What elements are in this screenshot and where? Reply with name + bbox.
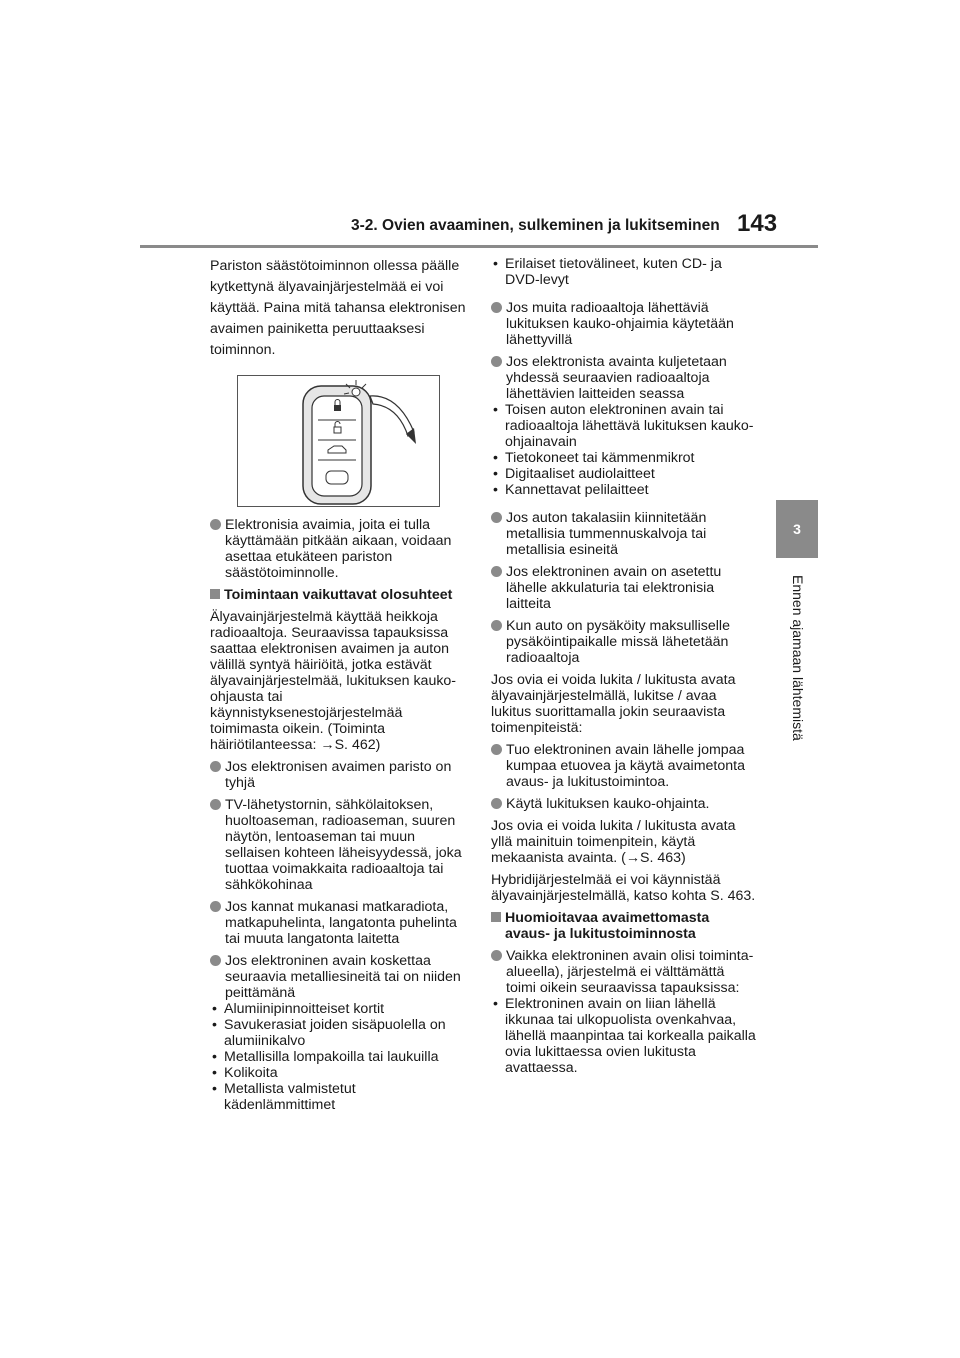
- bullet-icon: [491, 566, 502, 577]
- sub-item: • Kolikoita: [212, 1065, 278, 1081]
- paragraph: Jos ovia ei voida lukita / lukitusta avata yllä mainituin toimenpitein, käytä mekaanista avainta. (→S. 463): [491, 818, 736, 866]
- subheading: Toimintaan vaikuttavat olosuhteet: [210, 587, 468, 603]
- bullet-item: Elektronisia avaimia, joita ei tulla käyttämään pitkään aikaan, voidaan asettaa etukäteen pariston säästötoiminnolle.: [210, 517, 468, 581]
- bullet-item: Jos elektronista avainta kuljetetaan yhdessä seuraavien radioaaltoja lähettävien laitteiden seassa: [491, 354, 757, 402]
- bullet-item: Kun auto on pysäköity maksulliselle pysäköintipaikalle missä lähetetään radioaaltoja: [491, 618, 757, 666]
- bullet-icon: [491, 512, 502, 523]
- bullet-icon: [491, 356, 502, 367]
- sub-item: • Erilaiset tietovälineet, kuten CD- ja DVD-levyt: [493, 256, 722, 288]
- chapter-label: Ennen ajamaan lähtemistä: [790, 575, 806, 741]
- sub-item: • Metallisilla lompakoilla tai laukuilla: [212, 1049, 439, 1065]
- sub-item: • Digitaaliset audiolaitteet: [493, 466, 655, 482]
- bullet-item: Jos elektroninen avain koskettaa seuraavia metalliesineitä tai on niiden peittämänä: [210, 953, 468, 1001]
- bullet-icon: [210, 955, 221, 966]
- bullet-item: Jos auton takalasiin kiinnitetään metallisia tummennuskalvoja tai metallisia esineitä: [491, 510, 757, 558]
- bullet-item: Jos kannat mukanasi matkaradiota, matkapuhelinta, langatonta puhelinta tai muuta langatonta laitetta: [210, 899, 468, 947]
- intro-paragraph: Pariston säästötoiminnon ollessa päälle kytkettynä älyavainjärjestelmää ei voi käyttää. Paina mitä tahansa elektronisen avaimen painiketta peruuttaaksesi toiminnon.: [210, 258, 466, 358]
- bullet-item: Käytä lukituksen kauko-ohjainta.: [491, 796, 757, 812]
- bullet-icon: [491, 798, 502, 809]
- bullet-icon: [491, 620, 502, 631]
- bullet-icon: [210, 901, 221, 912]
- left-column: [210, 256, 468, 1119]
- bullet-item: Vaikka elektroninen avain olisi toiminta-alueella), järjestelmä ei välttämättä toimi oikein seuraavissa tapauksissa:: [491, 948, 757, 996]
- chapter-tab: 3: [776, 500, 818, 558]
- bullet-item: TV-lähetystornin, sähkölaitoksen, huoltoaseman, radioaseman, suuren näytön, lentoaseman tai muun sellaisen kohteen läheisyydessä, joka tuottaa voimakkaita radioaaltoja tai sähkökohinaa: [210, 797, 468, 893]
- bullet-item: Jos elektronisen avaimen paristo on tyhjä: [210, 759, 468, 791]
- subheading: Huomioitavaa avaimettomasta avaus- ja lukitustoiminnosta: [491, 910, 757, 942]
- header-rule: [140, 245, 818, 248]
- paragraph: Jos ovia ei voida lukita / lukitusta avata älyavainjärjestelmällä, lukitse / avaa lukitus suorittamalla jokin seuraavista toimenpiteistä:: [491, 672, 736, 736]
- sub-item: • Elektroninen avain on liian lähellä ikkunaa tai ulkopuolista ovenkahvaa, lähellä maanpintaa tai korkealla paikalla ovia lukittaessa ovien lukitusta avattaessa.: [493, 996, 756, 1076]
- bullet-icon: [210, 519, 221, 530]
- key-fob-illustration: [237, 375, 440, 507]
- key-fob-icon: [238, 376, 441, 508]
- sub-item: • Tietokoneet tai kämmenmikrot: [493, 450, 695, 466]
- bullet-icon: [491, 302, 502, 313]
- right-column: [491, 256, 757, 1082]
- sub-item: • Savukerasiat joiden sisäpuolella on alumiinikalvo: [212, 1017, 446, 1049]
- bullet-item: Jos elektroninen avain on asetettu lähelle akkulaturia tai elektronisia laitteita: [491, 564, 757, 612]
- square-marker-icon: [491, 912, 501, 922]
- sub-item: • Toisen auton elektroninen avain tai radioaaltoja lähettävä lukituksen kauko-ohjainavain: [493, 402, 754, 450]
- paragraph: Älyavainjärjestelmä käyttää heikkoja radioaaltoja. Seuraavissa tapauksissa saattaa elektronisen avaimen ja auton välillä syntyä häiriöitä, jotka estävät älyavainjärjestelmää, lukituksen kauko-ohjausta tai käynnistyksenestojärjestelmää toimimasta oikein. (Toiminta häiriötilanteessa: →S. 462): [210, 609, 457, 753]
- bullet-icon: [491, 950, 502, 961]
- sub-item: • Metallista valmistetut kädenlämmittimet: [212, 1081, 356, 1113]
- square-marker-icon: [210, 589, 220, 599]
- bullet-icon: [210, 761, 221, 772]
- bullet-icon: [491, 744, 502, 755]
- bullet-item: Jos muita radioaaltoja lähettäviä lukituksen kauko-ohjaimia käytetään lähettyvillä: [491, 300, 757, 348]
- bullet-icon: [210, 799, 221, 810]
- sub-item: • Alumiinipinnoitteiset kortit: [212, 1001, 385, 1017]
- sub-item: • Kannettavat pelilaitteet: [493, 482, 649, 498]
- page-number: 143: [737, 210, 778, 237]
- paragraph: Hybridijärjestelmää ei voi käynnistää älyavainjärjestelmällä, katso kohta S. 463.: [491, 872, 756, 904]
- bullet-item: Tuo elektroninen avain lähelle jompaa kumpaa etuovea ja käytä avaimetonta avaus- ja lukitustoimintoa.: [491, 742, 757, 790]
- section-title: 3-2. Ovien avaaminen, sulkeminen ja lukitseminen: [351, 217, 720, 234]
